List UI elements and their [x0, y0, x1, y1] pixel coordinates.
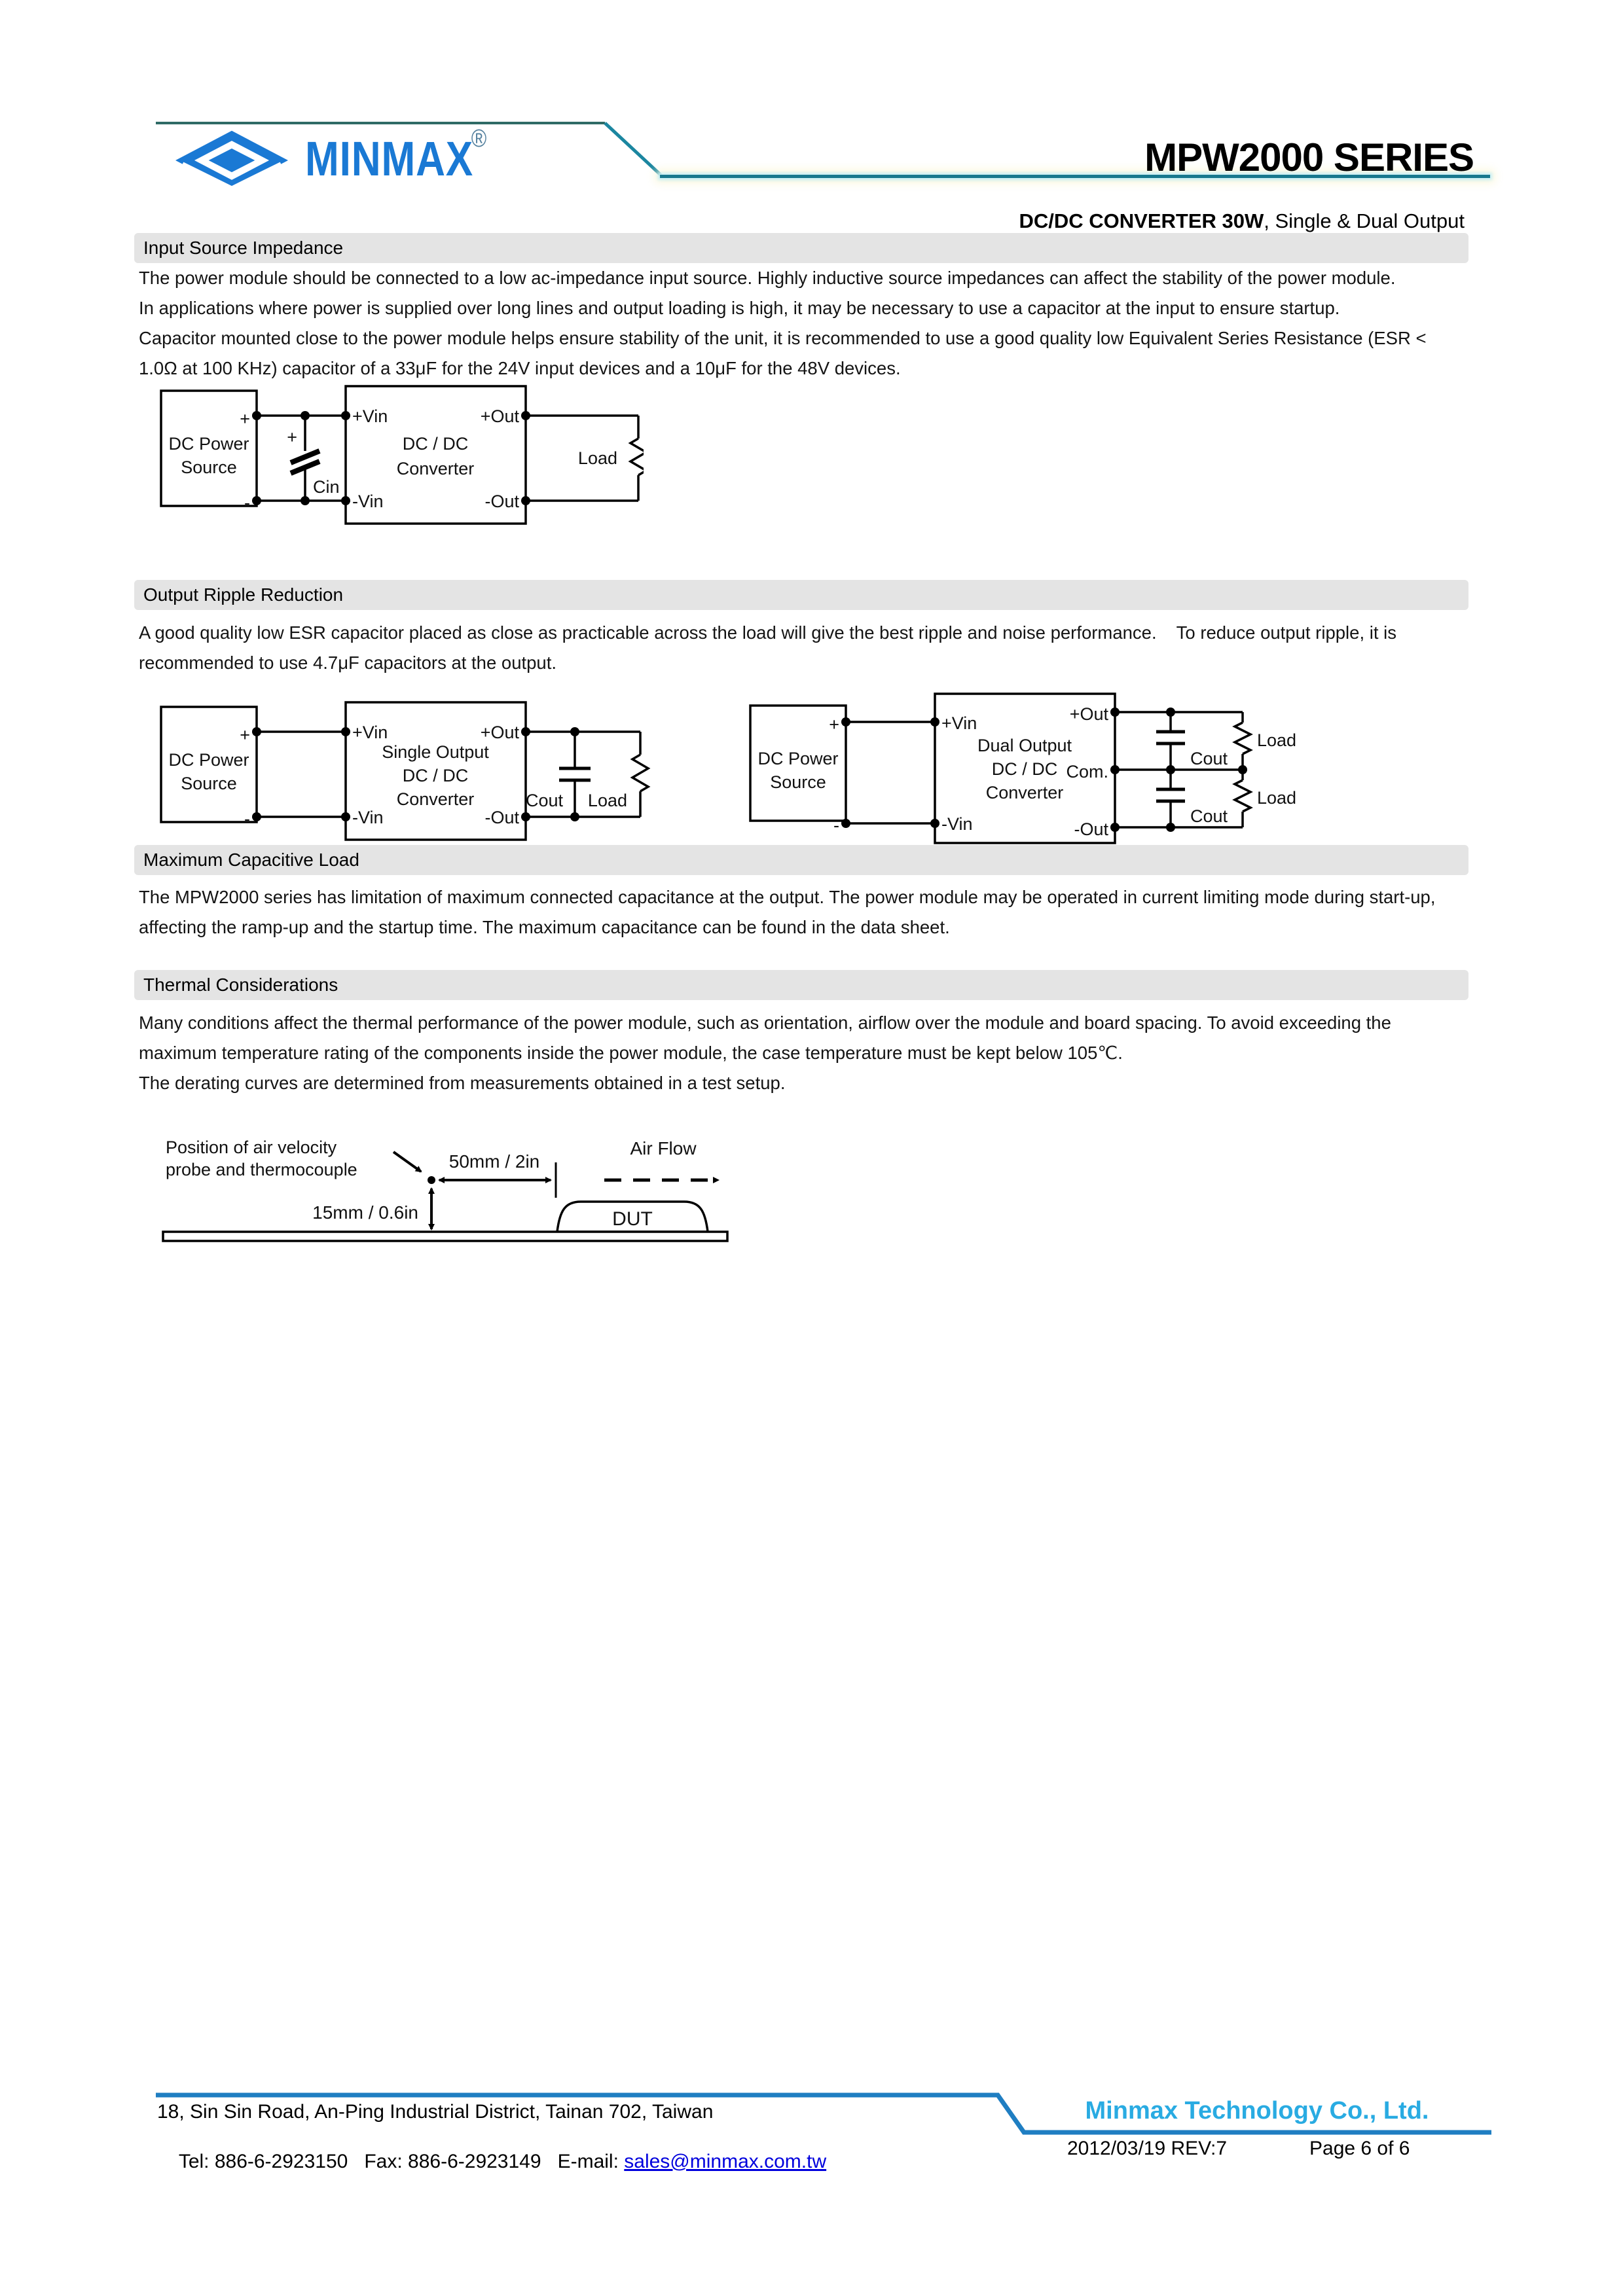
label-dc-power-source: Source	[770, 772, 826, 792]
label-load: Load	[587, 791, 627, 810]
load-resistor	[630, 439, 644, 475]
paragraph-line: affecting the ramp-up and the startup time. The maximum capacitance can be found in the data sheet.	[139, 917, 950, 937]
label-vin-minus: -Vin	[352, 808, 384, 827]
footer-address: 18, Sin Sin Road, An-Ping Industrial District, Tainan 702, Taiwan	[157, 2101, 714, 2123]
label-50mm: 50mm / 2in	[448, 1151, 540, 1172]
label-vin-minus: -Vin	[941, 814, 973, 834]
label-vin-plus: +Vin	[352, 406, 388, 426]
paragraph-line: In applications where power is supplied over long lines and output loading is high, it may be necessary to use a capacitor at the input to ensure startup.	[139, 298, 1340, 318]
label-converter: Converter	[396, 789, 475, 809]
label-cin: Cin	[313, 477, 340, 497]
label-minus: -	[244, 809, 250, 829]
label-converter: Converter	[396, 459, 475, 478]
load-resistor	[1235, 780, 1250, 812]
label-plus: +	[240, 725, 250, 745]
footer-contact-line	[157, 2128, 826, 2195]
load-resistor	[632, 755, 648, 791]
label-dc-power-source: DC Power	[757, 749, 839, 768]
label-air-flow: Air Flow	[630, 1138, 697, 1158]
footer-page-number: Page 6 of 6	[1309, 2138, 1410, 2159]
label-dc-power-source: Source	[181, 457, 237, 477]
circuit-diagram-single-output	[156, 692, 657, 850]
footer-date-revision: 2012/03/19 REV:7	[1067, 2138, 1228, 2159]
label-vin-plus: +Vin	[941, 713, 977, 733]
section-heading-maximum-capacitive-load: Maximum Capacitive Load	[134, 845, 1468, 875]
footer-email-label: E-mail:	[557, 2151, 625, 2172]
section-heading-output-ripple-reduction: Output Ripple Reduction	[134, 580, 1468, 610]
paragraph-line: Capacitor mounted close to the power module helps ensure stability of the unit, it is recommended to use a good quality low Equivalent Series Resistance (ESR <	[139, 328, 1427, 348]
label-dc-power-source: Source	[181, 774, 237, 793]
label-out-plus: +Out	[1069, 704, 1108, 724]
label-cout: Cout	[1190, 806, 1228, 826]
paragraph-line: The power module should be connected to a low ac-impedance input source. Highly inductive source impedances can affect the stability of the power module.	[139, 268, 1396, 288]
label-converter: DC / DC	[402, 434, 469, 454]
label-load: Load	[1257, 788, 1297, 808]
label-probe-position: probe and thermocouple	[166, 1160, 357, 1179]
paragraph-thermal-considerations	[139, 1008, 1391, 1098]
label-cout: Cout	[1190, 749, 1228, 768]
label-out-minus: -Out	[484, 492, 519, 511]
label-dc-power-source: DC Power	[168, 434, 249, 454]
label-out-minus: -Out	[484, 808, 519, 827]
paragraph-line: 1.0Ω at 100 KHz) capacitor of a 33μF for the 24V input devices and a 10μF for the 48V devices.	[139, 358, 901, 378]
label-converter: Converter	[985, 783, 1064, 802]
label-vin-minus: -Vin	[352, 492, 384, 511]
label-converter: Dual Output	[977, 736, 1072, 755]
label-plus: +	[240, 409, 250, 429]
section-heading-input-source-impedance: Input Source Impedance	[134, 233, 1468, 263]
paragraph-line: The derating curves are determined from measurements obtained in a test setup.	[139, 1073, 786, 1093]
label-15mm: 15mm / 0.6in	[312, 1202, 418, 1223]
label-out-plus: +Out	[480, 406, 519, 426]
footer-tel: Tel: 886-6-2923150	[178, 2151, 348, 2172]
label-minus: -	[244, 493, 250, 512]
page-title: MPW2000 SERIES	[1144, 135, 1474, 179]
label-cout: Cout	[525, 791, 563, 810]
label-load: Load	[1257, 730, 1297, 750]
email-link[interactable]: sales@minmax.com.tw	[624, 2151, 827, 2172]
paragraph-line: recommended to use 4.7μF capacitors at the output.	[139, 653, 557, 673]
label-dc-power-source: DC Power	[168, 750, 249, 770]
test-board	[163, 1232, 727, 1241]
registered-trademark-icon: ®	[471, 125, 488, 153]
subtitle-rest: , Single & Dual Output	[1264, 209, 1465, 232]
logo-text-label: MINMAX	[305, 132, 474, 186]
logo-wordmark	[305, 125, 524, 187]
label-plus: +	[829, 715, 839, 734]
paragraph-input-source-impedance	[139, 263, 1427, 384]
label-converter: Single Output	[382, 742, 489, 762]
spacer	[348, 2151, 364, 2172]
minmax-logo-icon	[175, 127, 288, 194]
label-load: Load	[577, 448, 617, 468]
label-converter: DC / DC	[991, 759, 1058, 779]
load-resistor	[1235, 723, 1250, 754]
label-vin-plus: +Vin	[352, 723, 388, 742]
circuit-diagram-input-source	[156, 376, 644, 533]
spacer	[541, 2151, 558, 2172]
footer-fax: Fax: 886-6-2923149	[364, 2151, 541, 2172]
label-cap-plus: +	[287, 427, 297, 447]
header-diagonal-line	[605, 123, 661, 175]
paragraph-line: Many conditions affect the thermal performance of the power module, such as orientation, airflow over the module and board spacing. To avoid exceeding the	[139, 1013, 1391, 1033]
label-out-plus: +Out	[480, 723, 519, 742]
section-heading-thermal-considerations: Thermal Considerations	[134, 970, 1468, 1000]
label-dut: DUT	[612, 1208, 653, 1230]
subtitle-bold: DC/DC CONVERTER 30W	[1019, 209, 1264, 232]
paragraph-line: The MPW2000 series has limitation of maximum connected capacitance at the output. The power module may be operated in current limiting mode during start-up,	[139, 887, 1436, 907]
probe-pointer-arrow	[393, 1152, 421, 1172]
label-com: Com.	[1066, 762, 1108, 781]
label-minus: -	[833, 816, 839, 835]
paragraph-output-ripple-reduction	[139, 618, 1396, 678]
paragraph-line: maximum temperature rating of the components inside the power module, the case temperature must be kept below 105℃.	[139, 1043, 1123, 1063]
paragraph-maximum-capacitive-load	[139, 882, 1436, 942]
label-out-minus: -Out	[1074, 819, 1108, 839]
probe-point	[428, 1176, 435, 1184]
footer-company-name: Minmax Technology Co., Ltd.	[1085, 2097, 1429, 2125]
logo-text	[305, 125, 489, 187]
thermal-test-setup-diagram	[154, 1134, 750, 1248]
label-probe-position: Position of air velocity	[166, 1138, 337, 1157]
circuit-diagram-dual-output	[745, 686, 1318, 856]
paragraph-line: A good quality low ESR capacitor placed as close as practicable across the load will give the best ripple and noise performance. To reduce output ripple, it is	[139, 622, 1396, 643]
label-converter: DC / DC	[402, 766, 469, 785]
